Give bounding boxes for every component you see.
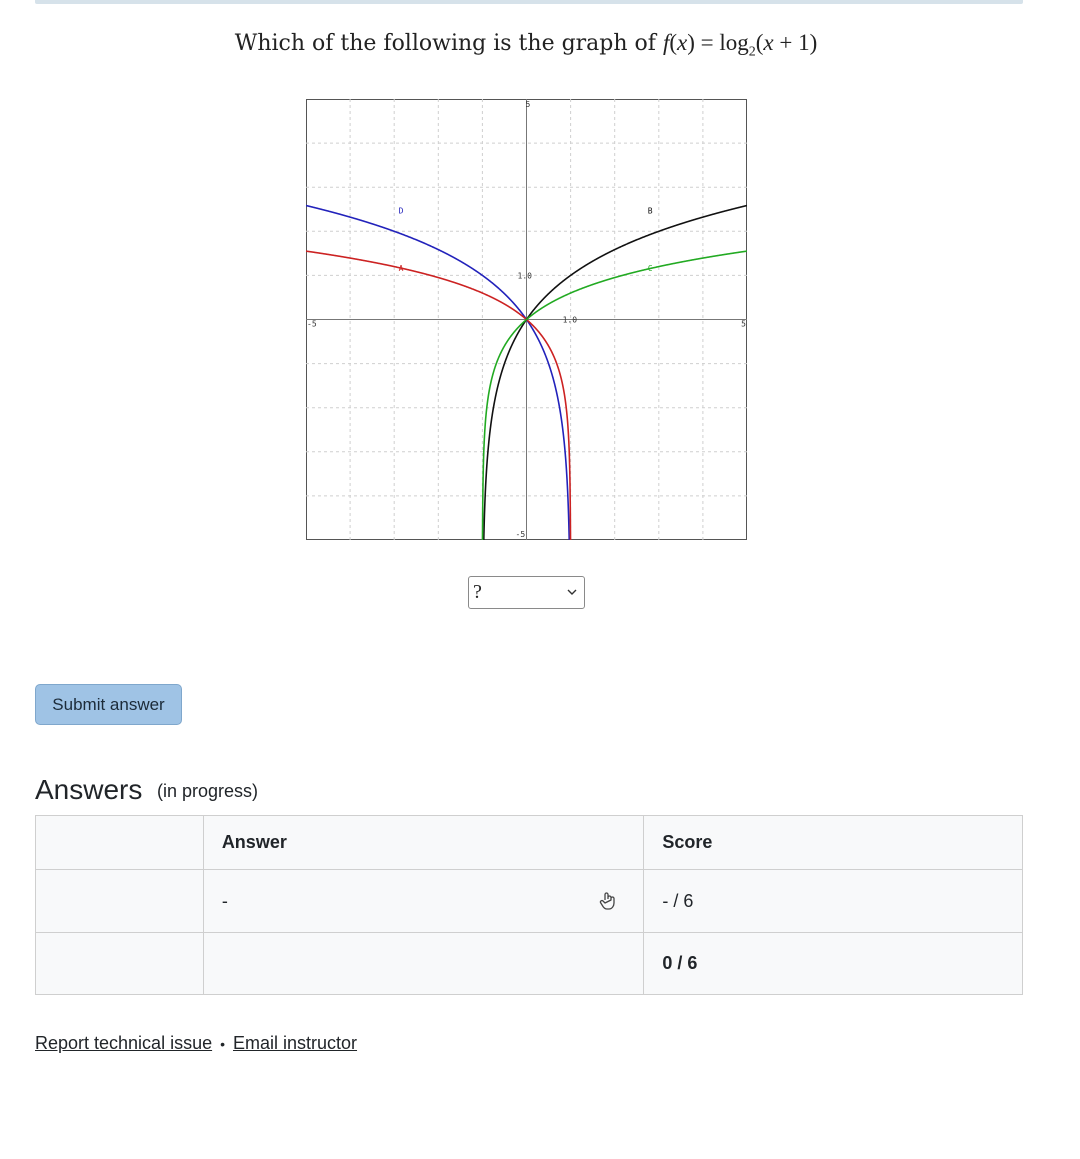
table-cell-answer xyxy=(203,870,644,933)
tick-label-y-max: 5 xyxy=(525,100,531,109)
table-row xyxy=(36,870,1023,933)
tick-label-x-one: 1.0 xyxy=(562,315,578,325)
curve-label-d: D xyxy=(398,206,404,216)
table-cell-blank xyxy=(36,870,204,933)
answers-status: (in progress) xyxy=(157,781,259,801)
curve-label-c: C xyxy=(647,263,653,273)
email-instructor-link[interactable]: Email instructor xyxy=(233,1033,358,1053)
answer-value: - xyxy=(221,890,228,911)
total-score: 0 / 6 xyxy=(644,933,1023,995)
answer-select-value: ? xyxy=(473,581,482,603)
table-header-row xyxy=(36,816,1023,870)
tick-label-x-max: 5 xyxy=(741,319,746,329)
question-formula: $f(x) = \log_2(x + 1)$ xyxy=(662,30,818,60)
footer-links xyxy=(35,1033,357,1054)
curve-label-b: B xyxy=(647,206,653,216)
tick-label-x-min: -5 xyxy=(307,319,317,329)
table-header-blank xyxy=(36,816,204,870)
hand-pointer-icon[interactable] xyxy=(597,890,619,912)
chevron-down-icon xyxy=(567,587,577,597)
answers-table xyxy=(35,815,1023,995)
question-text xyxy=(0,30,1052,61)
answers-heading: Answers xyxy=(35,774,143,805)
question-prompt: Which of the following is the graph of xyxy=(234,31,656,56)
curve-label-a: A xyxy=(398,263,404,273)
table-cell-blank xyxy=(203,933,644,995)
tick-label-y-one: 1.0 xyxy=(517,271,532,281)
table-cell-score: - / 6 xyxy=(644,870,1023,933)
submit-answer-button[interactable]: Submit answer xyxy=(35,684,182,725)
graph-figure xyxy=(306,99,747,540)
answer-select[interactable] xyxy=(468,576,585,609)
table-total-row xyxy=(36,933,1023,995)
report-issue-link[interactable]: Report technical issue xyxy=(35,1033,213,1053)
table-header-answer: Answer xyxy=(203,816,644,870)
table-header-score: Score xyxy=(644,816,1023,870)
top-bar xyxy=(35,0,1023,4)
table-cell-blank xyxy=(36,933,204,995)
footer-separator: • xyxy=(220,1036,225,1052)
tick-label-y-min: -5 xyxy=(515,530,526,539)
